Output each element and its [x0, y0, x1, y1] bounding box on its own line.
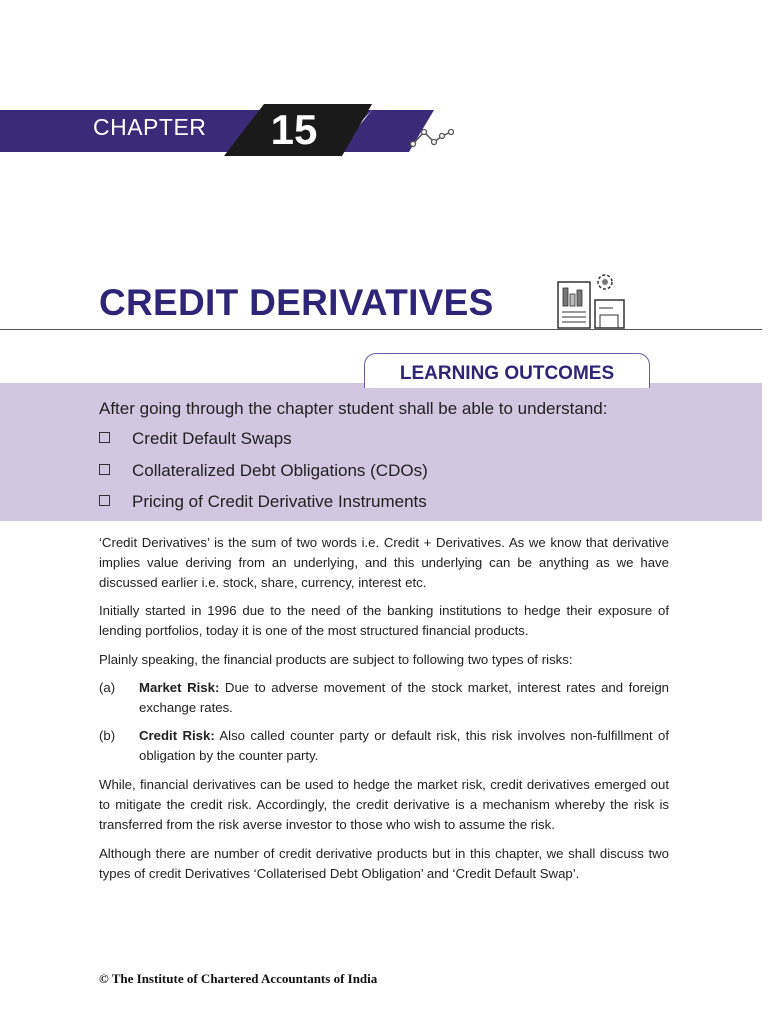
risk-term: Market Risk: [139, 680, 220, 695]
learning-outcomes-heading: LEARNING OUTCOMES [399, 363, 615, 384]
paragraph-risk-types: Plainly speaking, the financial products are subject to following two types of risks: [99, 652, 573, 667]
gear-icon [598, 275, 612, 289]
page-title: CREDIT DERIVATIVES [99, 282, 494, 323]
checkbox-bullet-icon [99, 432, 110, 443]
document-chart-icon [555, 270, 627, 332]
risk-letter: (b) [99, 728, 116, 743]
paragraph-history: Initially started in 1996 due to the need of the banking institutions to hedge their exposure of lending portfolios, today it is one of the most structured financial products. [99, 603, 669, 638]
list-item: Pricing of Credit Derivative Instruments [99, 492, 427, 512]
risk-letter: (a) [99, 680, 116, 695]
paragraph-mitigation: While, financial derivatives can be used to hedge the market risk, credit derivatives emerged out to mitigate the credit risk. Accordingly, the credit derivative is a mechanism whereby the risk is transferred from the risk averse investor to those who wish to assume the risk. [99, 777, 669, 832]
checkbox-bullet-icon [99, 495, 110, 506]
chapter-number: 15 [270, 106, 318, 153]
chapter-wave-icon [410, 126, 454, 148]
risk-term: Credit Risk: [139, 728, 215, 743]
title-divider [0, 329, 762, 330]
list-item: Collateralized Debt Obligations (CDOs) [99, 461, 428, 481]
learning-outcomes-box [0, 383, 762, 521]
learning-outcomes-intro: After going through the chapter student shall be able to understand: [99, 399, 608, 418]
chapter-label: CHAPTER [93, 114, 207, 140]
list-item: Credit Default Swaps [99, 429, 292, 449]
checkbox-bullet-icon [99, 464, 110, 475]
risk-description: Due to adverse movement of the stock market, interest rates and foreign exchange rates. [139, 680, 669, 715]
paragraph-scope: Although there are number of credit derivative products but in this chapter, we shall discuss two types of credit Derivatives ‘Collaterised Debt Obligation’ and ‘Credit Default Swap’. [99, 846, 669, 881]
risk-description: Also called counter party or default risk, this risk involves non-fulfillment of obligation by the counter party. [139, 728, 669, 763]
footer-copyright: © The Institute of Chartered Accountants of India [99, 971, 378, 986]
learning-outcomes-tab [364, 353, 650, 388]
paragraph-intro: ‘Credit Derivatives’ is the sum of two words i.e. Credit + Derivatives. As we know that derivative implies value deriving from an underlying, and this underlying can be anything as we have discussed earlier i.e. stock, share, currency, interest etc. [99, 535, 669, 590]
